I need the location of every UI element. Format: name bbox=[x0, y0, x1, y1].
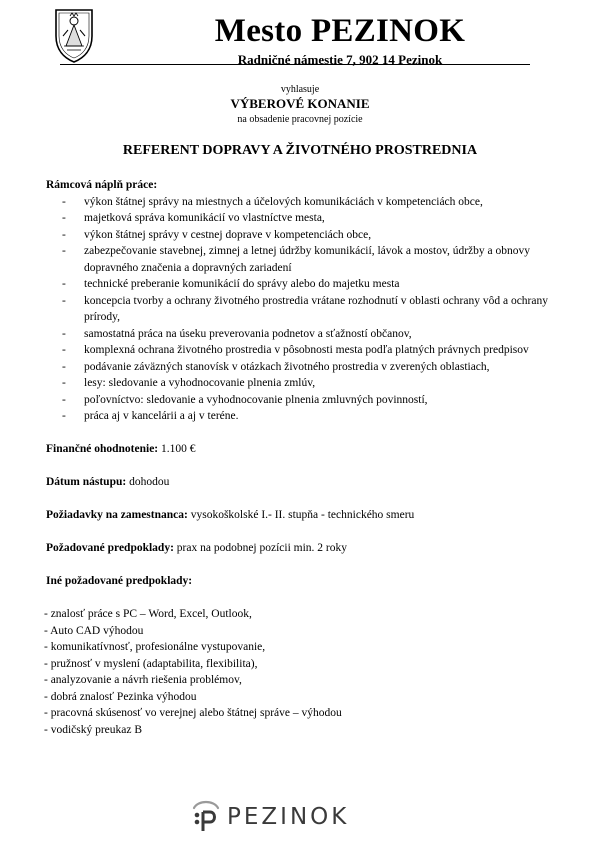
page-title: Mesto PEZINOK bbox=[214, 13, 466, 49]
coat-of-arms-icon bbox=[52, 6, 96, 64]
list-item: - výkon štátnej správy na miestnych a účelových komunikáciách v kompetenciách obce, bbox=[46, 194, 566, 211]
announcement-verb: vyhlasuje bbox=[280, 84, 320, 95]
salary-value: 1.100 € bbox=[161, 443, 196, 455]
list-item: - pružnosť v myslení (adaptabilita, flexibilita), bbox=[44, 657, 258, 670]
salary-line bbox=[46, 441, 566, 458]
start-date-label: Dátum nástupu: bbox=[46, 476, 127, 488]
list-item: - vodičský preukaz B bbox=[44, 723, 143, 736]
salary-label: Finančné ohodnotenie: bbox=[46, 443, 159, 455]
list-item: - zabezpečovanie stavebnej, zimnej a letnej údržby komunikácií, lávok a mostov, údržby a obnovy dopravného značenia a dopravných zariadení bbox=[46, 243, 566, 276]
education-label: Požiadavky na zamestnanca: bbox=[46, 509, 188, 521]
education-line bbox=[46, 507, 566, 524]
document-body bbox=[46, 177, 566, 738]
list-item: - lesy: sledovanie a vyhodnocovanie plnenia zmlúv, bbox=[46, 375, 566, 392]
list-item: - dobrá znalosť Pezinka výhodou bbox=[44, 690, 197, 703]
list-item: - podávanie záväzných stanovísk v otázkach životného prostredia v zverených oblastiach, bbox=[46, 359, 566, 376]
list-item: - pracovná skúsenosť vo verejnej alebo štátnej správe – výhodou bbox=[44, 707, 342, 719]
header-divider bbox=[60, 64, 530, 65]
list-item: - výkon štátnej správy v cestnej doprave v kompetenciách obce, bbox=[46, 227, 566, 244]
letterhead bbox=[40, 4, 580, 68]
start-date-value: dohodou bbox=[129, 476, 170, 488]
announcement-type: VÝBEROVÉ KONANIE bbox=[230, 96, 370, 111]
footer-logo-block bbox=[0, 796, 600, 836]
list-item: - samostatná práca na úseku preverovania podnetov a sťažností občanov, bbox=[46, 326, 566, 343]
list-item: - komplexná ochrana životného prostredia v pôsobnosti mesta podľa platných právnych predpisov bbox=[46, 342, 566, 359]
list-item: - analyzovanie a návrh riešenia problémov, bbox=[44, 674, 242, 686]
pezinok-logo-icon bbox=[188, 798, 224, 834]
footer-logo-text: PEZINOK bbox=[227, 804, 350, 830]
experience-line bbox=[46, 540, 566, 557]
list-item: - poľovníctvo: sledovanie a vyhodnocovanie plnenia zmluvných povinností, bbox=[46, 392, 566, 409]
address: Radničné námestie 7, 902 14 Pezinok bbox=[237, 52, 443, 67]
start-date-line bbox=[46, 474, 566, 491]
list-item: - znalosť práce s PC – Word, Excel, Outlook, bbox=[44, 608, 252, 620]
list-item: - práca aj v kancelárii a aj v teréne. bbox=[46, 408, 566, 425]
announcement-purpose: na obsadenie pracovnej pozície bbox=[237, 114, 363, 125]
other-requirements-heading: Iné požadované predpoklady: bbox=[46, 575, 193, 587]
list-item: - komunikatívnosť, profesionálne vystupovanie, bbox=[44, 641, 266, 653]
list-item: - majetková správa komunikácií vo vlastníctve mesta, bbox=[46, 210, 566, 227]
position-title: REFERENT DOPRAVY A ŽIVOTNÉHO PROSTREDNIA bbox=[122, 143, 478, 158]
education-value: vysokoškolské I.- II. stupňa - technického smeru bbox=[190, 509, 415, 521]
list-item: - Auto CAD výhodou bbox=[44, 624, 144, 637]
experience-label: Požadované predpoklady: bbox=[46, 542, 174, 554]
list-item: - koncepcia tvorby a ochrany životného prostredia vrátane rozhodnutí v oblasti ochrany vôd a ochrany prírody, bbox=[46, 293, 566, 326]
list-item: - technické preberanie komunikácií do správy alebo do majetku mesta bbox=[46, 276, 566, 293]
duties-list bbox=[46, 194, 566, 425]
duties-heading: Rámcová náplň práce: bbox=[46, 179, 158, 191]
experience-value: prax na podobnej pozícii min. 2 roky bbox=[176, 542, 348, 554]
other-requirements-list bbox=[44, 606, 566, 738]
